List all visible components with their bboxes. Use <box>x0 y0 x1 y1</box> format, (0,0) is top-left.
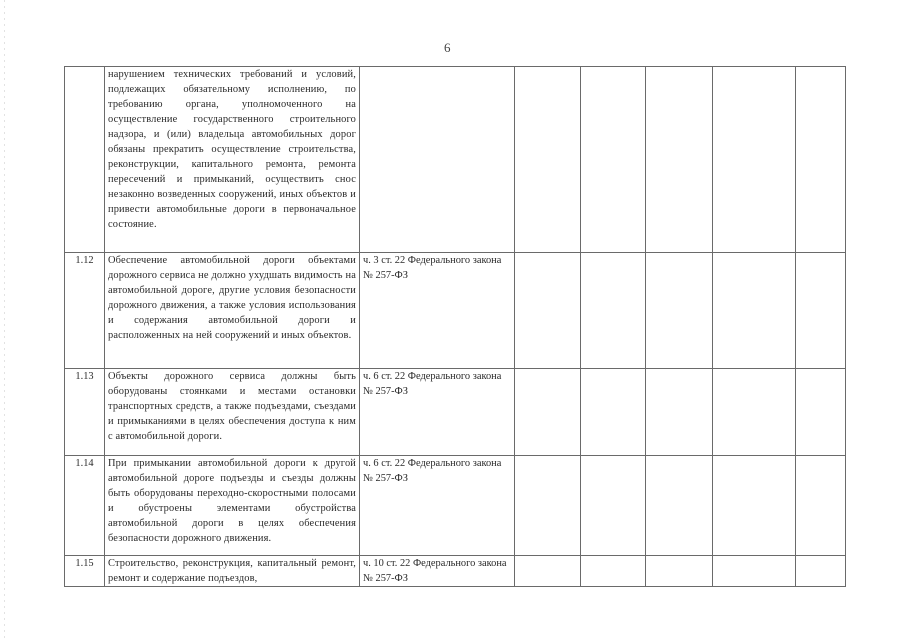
table-row <box>65 456 846 556</box>
answer-cell-no <box>581 556 646 587</box>
row-number: 1.13 <box>65 369 105 456</box>
answer-cell-yes <box>515 556 581 587</box>
requirement-text: нарушением технических требований и условий, подлежащих обязательному исполнению, по требованию органа, уполномоченного на осуществление государственного строительного надзора, и (или) владельца автомобильных дорог обязаны прекратить осуществление строительства, реконструкции, капитального ремонта, ремонта пересечений и примыканий, осуществить снос незаконно возведенных сооружений, иных объектов и привести автомобильные дороги в первоначальное состояние. <box>105 67 360 253</box>
requirement-text: Обеспечение автомобильной дороги объектами дорожного сервиса не должно ухудшать видимость на автомобильной дороге, другие условия безопасности дорожного движения, а также условия использования и содержания автомобильной дороги и расположенных на ней сооружений и иных объектов. <box>105 253 360 369</box>
row-number: 1.12 <box>65 253 105 369</box>
answer-cell-note <box>713 67 796 253</box>
answer-cell-yes <box>515 456 581 556</box>
answer-cell-note <box>713 556 796 587</box>
legal-reference <box>360 67 515 253</box>
requirement-text: Строительство, реконструкция, капитальный ремонт, ремонт и содержание подъездов, <box>105 556 360 587</box>
answer-cell-no <box>581 456 646 556</box>
legal-reference: ч. 3 ст. 22 Федерального закона № 257-ФЗ <box>360 253 515 369</box>
answer-cell-note <box>713 369 796 456</box>
row-number: 1.14 <box>65 456 105 556</box>
answer-cell-no <box>581 253 646 369</box>
answer-cell-na <box>646 369 713 456</box>
scan-edge-mark <box>4 0 5 640</box>
table-row <box>65 67 846 253</box>
answer-cell-yes <box>515 67 581 253</box>
table-row <box>65 369 846 456</box>
requirement-text: Объекты дорожного сервиса должны быть оборудованы стоянками и местами остановки транспортных средств, а также подъездами, съездами и примыканиями в целях обеспечения доступа к ним с автомобильной дороги. <box>105 369 360 456</box>
answer-cell-na <box>646 456 713 556</box>
answer-cell-na <box>646 556 713 587</box>
row-number: 1.15 <box>65 556 105 587</box>
legal-reference: ч. 6 ст. 22 Федерального закона № 257-ФЗ <box>360 369 515 456</box>
answer-cell-extra <box>796 369 846 456</box>
answer-cell-no <box>581 369 646 456</box>
answer-cell-extra <box>796 456 846 556</box>
answer-cell-yes <box>515 369 581 456</box>
answer-cell-extra <box>796 67 846 253</box>
answer-cell-extra <box>796 556 846 587</box>
answer-cell-note <box>713 456 796 556</box>
answer-cell-yes <box>515 253 581 369</box>
answer-cell-na <box>646 253 713 369</box>
page-number: 6 <box>444 40 451 55</box>
answer-cell-no <box>581 67 646 253</box>
answer-cell-extra <box>796 253 846 369</box>
legal-reference: ч. 10 ст. 22 Федерального закона № 257-ФЗ <box>360 556 515 587</box>
checklist-table <box>64 66 846 587</box>
answer-cell-note <box>713 253 796 369</box>
answer-cell-na <box>646 67 713 253</box>
table-row <box>65 253 846 369</box>
row-number <box>65 67 105 253</box>
table-row <box>65 556 846 587</box>
legal-reference: ч. 6 ст. 22 Федерального закона № 257-ФЗ <box>360 456 515 556</box>
requirement-text: При примыкании автомобильной дороги к другой автомобильной дороге подъезды и съезды должны быть оборудованы переходно-скоростными полосами и обустроены элементами обустройства автомобильной дороги в целях обеспечения безопасности дорожного движения. <box>105 456 360 556</box>
